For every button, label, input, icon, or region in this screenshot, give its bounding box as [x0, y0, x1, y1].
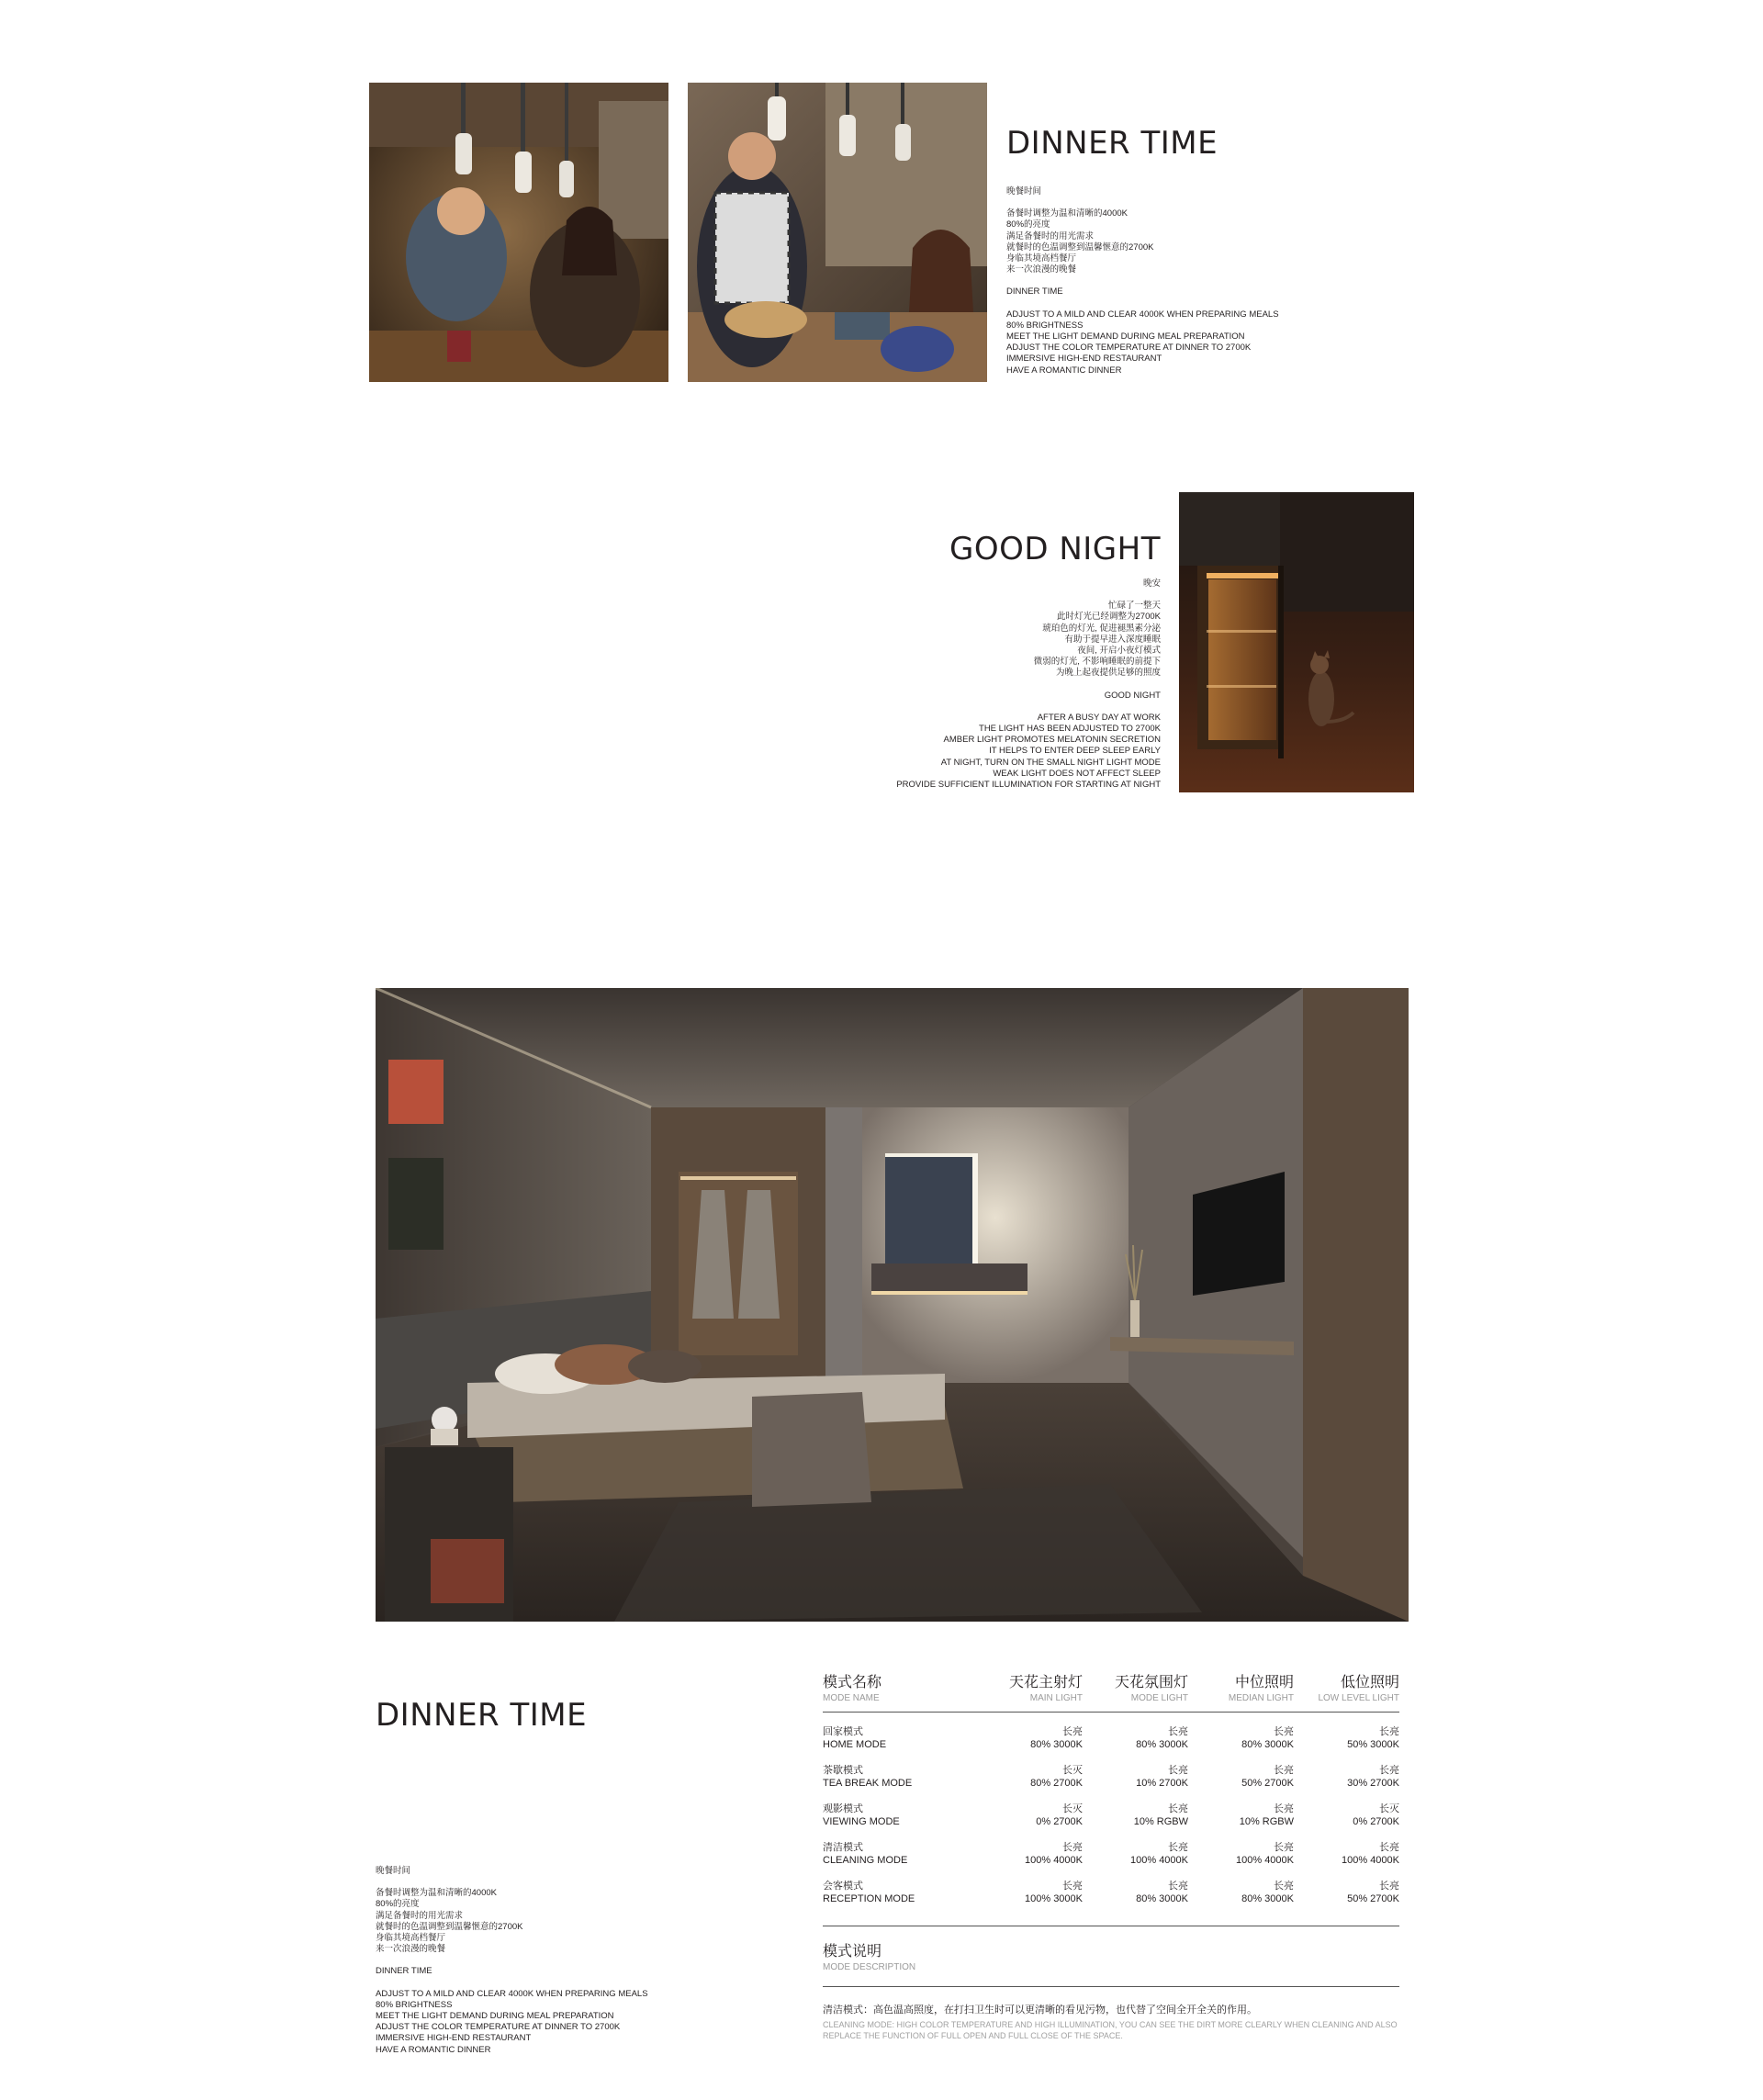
mode-name-cn: 清洁模式 [823, 1842, 863, 1853]
section3-body [376, 1866, 648, 2056]
section2-cn-line: 为晚上起夜提供足够的照度 [1055, 668, 1161, 679]
section1-en-line: ADJUST THE COLOR TEMPERATURE AT DINNER TO 2700K [1006, 343, 1252, 354]
section2-cn-line: 此时灯光已经调整为2700K [1057, 612, 1161, 623]
cell-value: 10% 2700K [1136, 1778, 1188, 1789]
section1-en-line: ADJUST TO A MILD AND CLEAR 4000K WHEN PREPARING MEALS [1006, 309, 1279, 320]
mode-name-en: HOME MODE [823, 1739, 887, 1750]
cell-state: 长亮 [1274, 1881, 1294, 1892]
mode-name-en: VIEWING MODE [823, 1816, 900, 1827]
cell-value: 80% 2700K [1030, 1778, 1083, 1789]
section1-cn-line: 满足备餐时的用光需求 [1006, 230, 1095, 241]
section3-title: DINNER TIME [376, 1697, 588, 1734]
cell-value: 10% RGBW [1133, 1816, 1188, 1827]
col-header-en: LOW LEVEL LIGHT [1318, 1693, 1399, 1703]
section1-text [1006, 125, 1279, 376]
cell-state: 长亮 [1379, 1842, 1399, 1853]
mode-name-en: TEA BREAK MODE [823, 1778, 913, 1789]
section2-cn-line: 夜间, 开启小夜灯模式 [1077, 646, 1161, 657]
section2-cn-line: 琥珀色的灯光, 促进褪黑素分泌 [1042, 623, 1161, 634]
section3-en-line: 80% BRIGHTNESS [376, 1999, 453, 2010]
cell-state: 长亮 [1062, 1842, 1083, 1853]
section1-en-line: 80% BRIGHTNESS [1006, 320, 1084, 331]
cell-state: 长亮 [1062, 1726, 1083, 1737]
col-header-en: MODE LIGHT [1130, 1693, 1188, 1703]
dinner-photo-couple [369, 83, 668, 382]
cell-state: 长亮 [1168, 1881, 1188, 1892]
section1-cn-line: 备餐时调整为温和清晰的4000K [1006, 208, 1128, 219]
mode-name-en: CLEANING MODE [823, 1855, 908, 1866]
cell-state: 长亮 [1274, 1726, 1294, 1737]
section1-cn-line: 80%的亮度 [1006, 219, 1050, 230]
section3-text [376, 1697, 648, 2056]
section2-en-line: AMBER LIGHT PROMOTES MELATONIN SECRETION [943, 735, 1161, 746]
section1-cn-heading: 晚餐时间 [1006, 186, 1042, 197]
cell-state: 长亮 [1274, 1765, 1294, 1776]
cell-state: 长灭 [1062, 1765, 1083, 1776]
section2-en-line: AFTER A BUSY DAY AT WORK [1037, 712, 1161, 723]
mode-name-cn: 观影模式 [823, 1803, 863, 1814]
table-header [823, 1674, 1399, 1713]
cell-state: 长亮 [1379, 1765, 1399, 1776]
cell-value: 0% 2700K [1353, 1816, 1399, 1827]
col-mode-name [823, 1674, 977, 1704]
cell-value: 80% 3000K [1030, 1739, 1083, 1750]
cell-value: 50% 3000K [1347, 1739, 1399, 1750]
col-median-light [1188, 1674, 1294, 1704]
table-row [823, 1725, 1399, 1751]
mode-description-en: CLEANING MODE: HIGH COLOR TEMPERATURE AND HIGH ILLUMINATION, YOU CAN SEE THE DIRT MORE CLEARLY WHEN CLEANING AND ALSO REPLACE THE FUNCTION OF FULL OPEN AND FULL CLOSE OF THE SPACE. [823, 2020, 1398, 2040]
table-row [823, 1880, 1399, 1905]
section3-cn-line: 备餐时调整为温和清晰的4000K [376, 1888, 497, 1899]
table-row [823, 1764, 1399, 1790]
section3-en-line: ADJUST TO A MILD AND CLEAR 4000K WHEN PREPARING MEALS [376, 1988, 648, 1999]
section3-cn-line: 来一次浪漫的晚餐 [376, 1944, 446, 1955]
cell-value: 80% 3000K [1241, 1739, 1294, 1750]
section2-cn-heading: 晚安 [1142, 578, 1161, 589]
cell-value: 0% 2700K [1036, 1816, 1083, 1827]
mode-name-cn: 回家模式 [823, 1726, 863, 1737]
section2-cn-line: 忙碌了一整天 [1107, 601, 1161, 612]
section2-cn-line: 微弱的灯光, 不影响睡眠的前提下 [1033, 657, 1161, 668]
cell-value: 100% 4000K [1236, 1855, 1294, 1866]
mode-description-cn: 清洁模式：高色温高照度，在打扫卫生时可以更清晰的看见污物，也代替了空间全开全关的作用。 [823, 2005, 1257, 2016]
section1-body [1006, 186, 1279, 376]
section3-en-line: ADJUST THE COLOR TEMPERATURE AT DINNER TO 2700K [376, 2022, 621, 2033]
section3-en-heading: DINNER TIME [376, 1966, 432, 1977]
mode-table [823, 1674, 1399, 2041]
col-low-level-light [1294, 1674, 1399, 1704]
cell-value: 50% 2700K [1347, 1893, 1399, 1904]
section2-en-line: THE LIGHT HAS BEEN ADJUSTED TO 2700K [979, 724, 1161, 735]
section2-text [896, 531, 1161, 791]
col-header-cn: 中位照明 [1234, 1675, 1294, 1690]
cell-value: 50% 2700K [1241, 1778, 1294, 1789]
mode-name-en: RECEPTION MODE [823, 1893, 915, 1904]
cell-state: 长亮 [1168, 1842, 1188, 1853]
section1-en-line: HAVE A ROMANTIC DINNER [1006, 365, 1122, 376]
section2-en-line: IT HELPS TO ENTER DEEP SLEEP EARLY [989, 746, 1161, 757]
table-row [823, 1841, 1399, 1867]
section3-cn-line: 身临其境高档餐厅 [376, 1933, 446, 1944]
cell-state: 长亮 [1062, 1881, 1083, 1892]
section3-en-line: IMMERSIVE HIGH-END RESTAURANT [376, 2033, 532, 2044]
col-header-en: MODE NAME [823, 1693, 880, 1703]
cell-state: 长亮 [1274, 1803, 1294, 1814]
description-divider [823, 1986, 1399, 1987]
cell-value: 80% 3000K [1136, 1893, 1188, 1904]
dinner-photo-cooking [688, 83, 987, 382]
table-row [823, 1802, 1399, 1828]
col-header-cn: 低位照明 [1340, 1675, 1399, 1690]
col-header-en: MAIN LIGHT [1029, 1693, 1083, 1703]
section1-en-heading: DINNER TIME [1006, 286, 1063, 298]
section2-en-line: WEAK LIGHT DOES NOT AFFECT SLEEP [993, 768, 1161, 779]
cell-value: 10% RGBW [1239, 1816, 1294, 1827]
section1-title: DINNER TIME [1006, 125, 1218, 162]
section3-cn-heading: 晚餐时间 [376, 1866, 411, 1876]
cell-value: 100% 3000K [1025, 1893, 1083, 1904]
section3-cn-line: 80%的亮度 [376, 1899, 420, 1910]
mode-name-cn: 会客模式 [823, 1881, 863, 1892]
mode-name-cn: 茶歇模式 [823, 1765, 863, 1776]
mode-description-title-cn: 模式说明 [823, 1944, 882, 1960]
section2-body [896, 578, 1161, 791]
cell-value: 80% 3000K [1136, 1739, 1188, 1750]
cell-state: 长亮 [1168, 1726, 1188, 1737]
section3-en-line: MEET THE LIGHT DEMAND DURING MEAL PREPARATION [376, 2011, 614, 2022]
col-header-en: MEDIAN LIGHT [1228, 1693, 1294, 1703]
cell-value: 80% 3000K [1241, 1893, 1294, 1904]
cell-value: 100% 4000K [1342, 1855, 1399, 1866]
section2-cn-line: 有助于提早进入深度睡眠 [1064, 634, 1161, 645]
section1-cn-line: 身临其境高档餐厅 [1006, 253, 1077, 264]
col-header-cn: 天花主射灯 [1008, 1675, 1083, 1690]
col-main-light [977, 1674, 1083, 1704]
cell-state: 长亮 [1168, 1803, 1188, 1814]
goodnight-photo-cat [1179, 492, 1414, 792]
cell-value: 100% 4000K [1130, 1855, 1188, 1866]
section2-en-line: PROVIDE SUFFICIENT ILLUMINATION FOR STARTING AT NIGHT [896, 780, 1161, 791]
cell-state: 长灭 [1062, 1803, 1083, 1814]
cell-value: 30% 2700K [1347, 1778, 1399, 1789]
cell-state: 长亮 [1379, 1881, 1399, 1892]
col-header-cn: 模式名称 [823, 1675, 882, 1690]
section3-cn-line: 就餐时的色温调整到温馨惬意的2700K [376, 1921, 523, 1932]
cell-state: 长灭 [1379, 1803, 1399, 1814]
section3-cn-line: 满足备餐时的用光需求 [376, 1910, 464, 1921]
cell-state: 长亮 [1168, 1765, 1188, 1776]
bedroom-render [376, 988, 1409, 1622]
col-mode-light [1083, 1674, 1188, 1704]
section1-en-line: IMMERSIVE HIGH-END RESTAURANT [1006, 354, 1162, 365]
mode-description-title-en: MODE DESCRIPTION [823, 1962, 916, 1972]
section1-cn-line: 来一次浪漫的晚餐 [1006, 264, 1077, 275]
section1-en-line: MEET THE LIGHT DEMAND DURING MEAL PREPARATION [1006, 331, 1245, 343]
section2-en-heading: GOOD NIGHT [1104, 690, 1161, 701]
col-header-cn: 天花氛围灯 [1114, 1675, 1188, 1690]
section2-title: GOOD NIGHT [949, 531, 1161, 567]
section1-cn-line: 就餐时的色温调整到温馨惬意的2700K [1006, 241, 1154, 253]
cell-state: 长亮 [1379, 1726, 1399, 1737]
cell-value: 100% 4000K [1025, 1855, 1083, 1866]
section2-en-line: AT NIGHT, TURN ON THE SMALL NIGHT LIGHT MODE [940, 757, 1161, 768]
cell-state: 长亮 [1274, 1842, 1294, 1853]
section3-en-line: HAVE A ROMANTIC DINNER [376, 2044, 491, 2055]
